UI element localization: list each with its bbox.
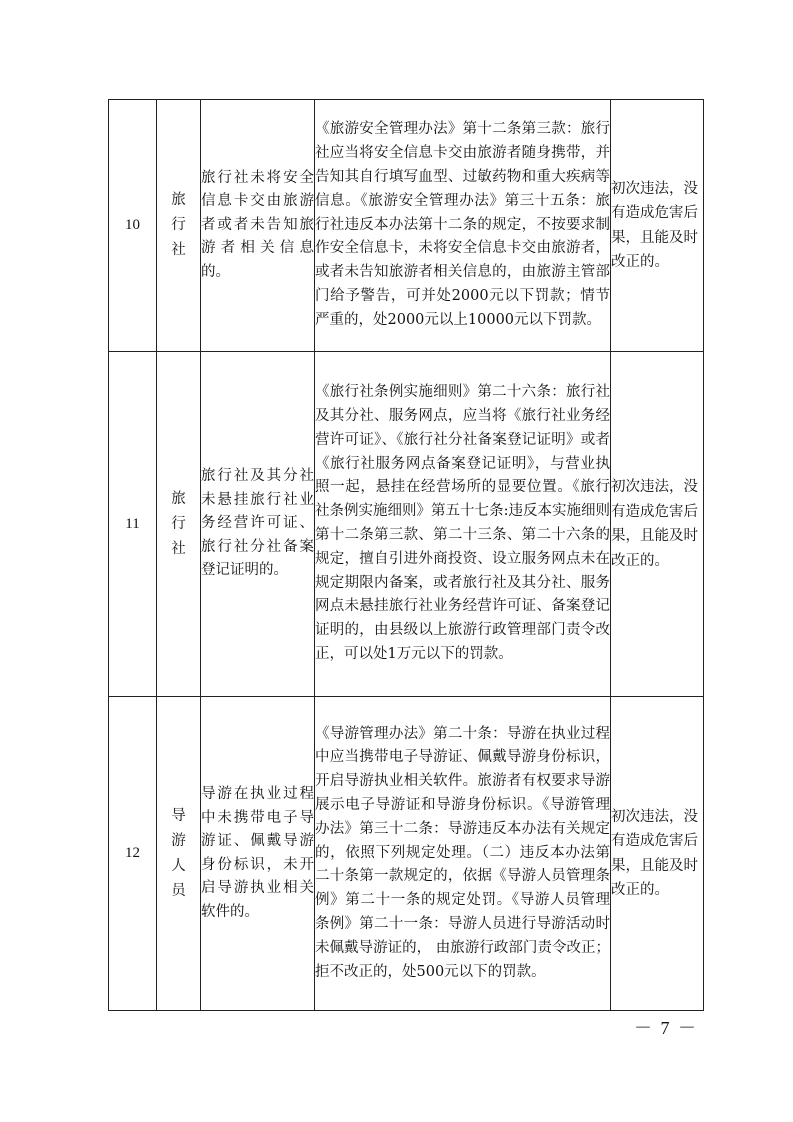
row-legal-basis: 《导游管理办法》第二十条：导游在执业过程中应当携带电子导游证、佩戴导游身份标识，开启导游执业相关软件。旅游者有权要求导游展示电子导游证和导游身份标识。《导游管理办法》第三十二条：导游违反本办法有关规定的，依照下列规定处理。（二）违反本办法第二十条第一款规定的，依据《导游人员管理条例》第二十一条的规定处罚。《导游人员管理条例》第二十一条：导游人员进行导游活动时未佩戴导游证的， 由旅游行政部门责令改正；拒不改正的，处500元以下的罚款。 (315, 697, 611, 1011)
row-condition: 初次违法，没有造成危害后果，且能及时改正的。 (611, 697, 704, 1011)
row-legal-basis: 《旅游安全管理办法》第十二条第三款：旅行社应当将安全信息卡交由旅游者随身携带，并告知其自行填写血型、过敏药物和重大疾病等信息。《旅游安全管理办法》第三十五条：旅行社违反本办法第十二条的规定，不按要求制作安全信息卡，未将安全信息卡交由旅游者，或者未告知旅游者相关信息的，由旅游主管部门给予警告，可并处2000元以下罚款；情节严重的，处2000元以上10000元以下罚款。 (315, 100, 611, 352)
table-row (109, 352, 704, 697)
row-situation: 导游在执业过程中未携带电子导游证、佩戴导游身份标识，未开启导游执业相关软件的。 (201, 697, 315, 1011)
row-subject: 旅行社 (171, 490, 186, 557)
row-subject-cell (157, 697, 201, 1011)
row-condition: 初次违法，没有造成危害后果，且能及时改正的。 (611, 100, 704, 352)
table-row (109, 100, 704, 352)
row-legal-basis: 《旅行社条例实施细则》第二十六条：旅行社及其分社、服务网点，应当将《旅行社业务经营许可证》、《旅行社分社备案登记证明》或者《旅行社服务网点备案登记证明》，与营业执照一起，悬挂在经营场所的显要位置。《旅行社条例实施细则》第五十七条:违反本实施细则第十二条第三款、第二十三条、第二十六条的规定，擅自引进外商投资、设立服务网点未在规定期限内备案，或者旅行社及其分社、服务网点未悬挂旅行社业务经营许可证、备案登记证明的，由县级以上旅游行政管理部门责令改正，可以处1万元以下的罚款。 (315, 352, 611, 697)
row-subject: 旅行社 (171, 192, 186, 258)
row-situation: 旅行社及其分社未悬挂旅行社业务经营许可证、旅行社分社备案登记证明的。 (201, 352, 315, 697)
penalty-exemption-table (108, 99, 704, 1011)
page-number: － 7 － (634, 1018, 698, 1038)
row-situation: 旅行社未将安全信息卡交由旅游者或者未告知旅游者相关信息的。 (201, 100, 315, 352)
row-number: 12 (109, 697, 157, 1011)
row-number: 11 (109, 352, 157, 697)
table-row (109, 697, 704, 1011)
row-subject-cell (157, 100, 201, 352)
row-subject: 导游人员 (171, 807, 186, 899)
row-condition: 初次违法，没有造成危害后果，且能及时改正的。 (611, 352, 704, 697)
row-number: 10 (109, 100, 157, 352)
row-subject-cell (157, 352, 201, 697)
